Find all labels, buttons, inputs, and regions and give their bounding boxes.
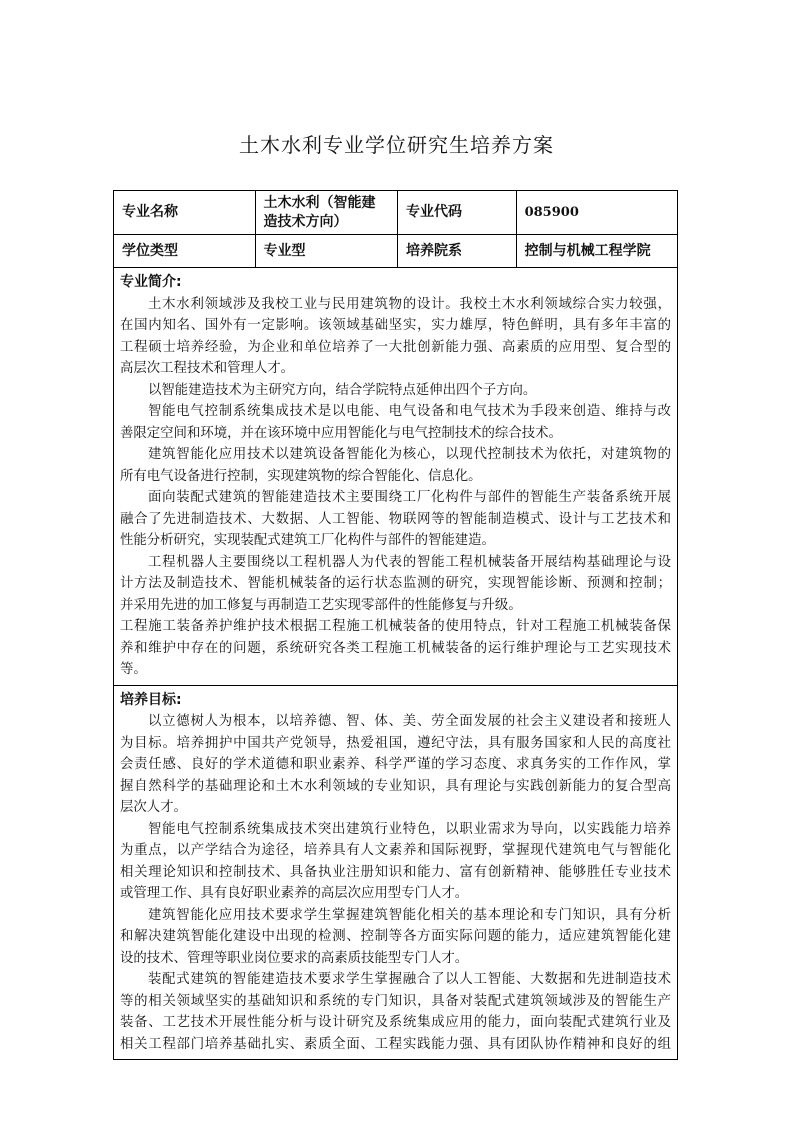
text-line: 握自然科学的基础理论和土木水利领域的专业知识，具有理论与实践创新能力的复合型高 (120, 778, 671, 794)
text-line: 等。 (120, 662, 147, 677)
text-line: 并采用先进的加工修复与再制造工艺实现零部件的性能修复与升级。 (120, 597, 522, 613)
paragraph (120, 552, 671, 617)
text-line: 性能分析研究，实现装配式建筑工厂化构件与部件的智能建造。 (120, 533, 495, 548)
major-code-label: 专业代码 (398, 191, 517, 234)
major-name-value: 土木水利（智能建造技术方向） (256, 191, 399, 234)
paragraph (120, 487, 671, 552)
text-line: 层次人才。 (120, 800, 187, 815)
text-line: 养和维护中存在的问题，系统研究各类工程施工机械装备的运行维护理论与工艺实现技术 (120, 640, 671, 656)
introduction-heading: 专业简介: (120, 274, 182, 290)
paragraph (120, 616, 671, 681)
text-line: 装配式建筑的智能建造技术要求学生掌握融合了以人工智能、大数据和先进制造技术 (148, 972, 671, 987)
text-line: 智能电气控制系统集成技术突出建筑行业特色，以职业需求为导向，以实践能力培养 (148, 821, 671, 837)
paragraph (120, 294, 671, 380)
training-goals-section (114, 686, 677, 1060)
goals-heading: 培养目标: (120, 691, 182, 708)
text-line: 高层次工程技术和管理人才。 (120, 361, 295, 376)
department-label: 培养院系 (398, 235, 517, 267)
page-title: 土木水利专业学位研究生培养方案 (239, 133, 554, 157)
text-line: 计方法及制造技术、智能机械装备的运行状态监测的研究，实现智能诊断、预测和控制； (120, 576, 671, 591)
text-line: 设的技术、管理等职业岗位要求的高素质技能型专门人才。 (120, 950, 469, 966)
text-line: 会责任感、良好的学术道德和职业素养、科学严谨的学习态度、求真务实的工作作风，掌 (120, 757, 671, 772)
paragraph (120, 401, 671, 444)
paragraph (120, 711, 671, 819)
text-line: 等的相关领域坚实的基础知识和系统的专门知识，具备对装配式建筑领域涉及的智能生产 (120, 993, 671, 1009)
program-info-table (113, 190, 678, 1060)
department-value: 控制与机械工程学院 (524, 242, 651, 259)
text-line: 以智能建造技术为主研究方向，结合学院特点延伸出四个子方向。 (148, 382, 537, 398)
text-line: 融合了先进制造技术、大数据、人工智能、物联网等的智能制造模式、设计与工艺技术和 (120, 511, 671, 527)
text-line: 和解决建筑智能化建设中出现的检测、控制等各方面实际问题的能力，适应建筑智能化建 (120, 929, 671, 944)
text-line: 面向装配式建筑的智能建造技术主要围绕工厂化构件与部件的智能生产装备系统开展 (148, 490, 671, 505)
text-line: 善限定空间和环境，并在该环境中应用智能化与电气控制技术的综合技术。 (120, 425, 562, 441)
degree-type-label: 学位类型 (114, 235, 256, 267)
text-line: 为目标。培养拥护中国共产党领导，热爱祖国，遵纪守法，具有服务国家和人民的高度社 (120, 735, 671, 751)
text-line: 相关工程部门培养基础扎实、素质全面、工程实践能力强、具有团队协作精神和良好的组 (120, 1036, 671, 1052)
text-line: 所有电气设备进行控制，实现建筑物的综合智能化、信息化。 (120, 468, 482, 484)
table-row-major (114, 191, 677, 235)
text-line: 工程施工装备养护维护技术根据工程施工机械装备的使用特点，针对工程施工机械装备保 (120, 619, 671, 634)
text-line: 工程机器人主要围绕以工程机器人为代表的智能工程机械装备开展结构基础理论与设 (148, 554, 671, 570)
major-name-label: 专业名称 (114, 191, 256, 234)
degree-type-value: 专业型 (256, 235, 399, 267)
text-line: 相关理论知识和控制技术、具备执业注册知识和能力、富有创新精神、能够胜任专业技术 (120, 864, 671, 880)
text-line: 以立德树人为根本，以培养德、智、体、美、劳全面发展的社会主义建设者和接班人 (148, 714, 671, 729)
text-line: 或管理工作、具有良好职业素养的高层次应用型专门人才。 (120, 886, 469, 901)
text-line: 在国内知名、国外有一定影响。该领域基础坚实，实力雄厚，特色鲜明，具有多年丰富的 (120, 318, 671, 333)
paragraph (120, 380, 671, 402)
paragraph (120, 444, 671, 487)
paragraph (120, 969, 671, 1055)
text-line: 工程硕士培养经验，为企业和单位培养了一大批创新能力强、高素质的应用型、复合型的 (120, 339, 671, 355)
paragraph (120, 905, 671, 970)
major-code-value: 085900 (524, 205, 579, 220)
text-line: 土木水利领域涉及我校工业与民用建筑物的设计。我校土木水利领域综合实力较强， (148, 296, 671, 312)
text-line: 装备、工艺技术开展性能分析与设计研究及系统集成应用的能力，面向装配式建筑行业及 (120, 1015, 671, 1030)
text-line: 建筑智能化应用技术要求学生掌握建筑智能化相关的基本理论和专门知识，具有分析 (148, 907, 671, 923)
table-row-degree (114, 235, 677, 268)
paragraph (120, 819, 671, 905)
text-line: 智能电气控制系统集成技术是以电能、电气设备和电气技术为手段来创造、维持与改 (148, 404, 671, 419)
program-introduction-section (114, 268, 677, 686)
text-line: 为重点，以产学结合为途径，培养具有人文素养和国际视野，掌握现代建筑电气与智能化 (120, 843, 671, 858)
text-line: 建筑智能化应用技术以建筑设备智能化为核心，以现代控制技术为依托，对建筑物的 (148, 447, 671, 462)
